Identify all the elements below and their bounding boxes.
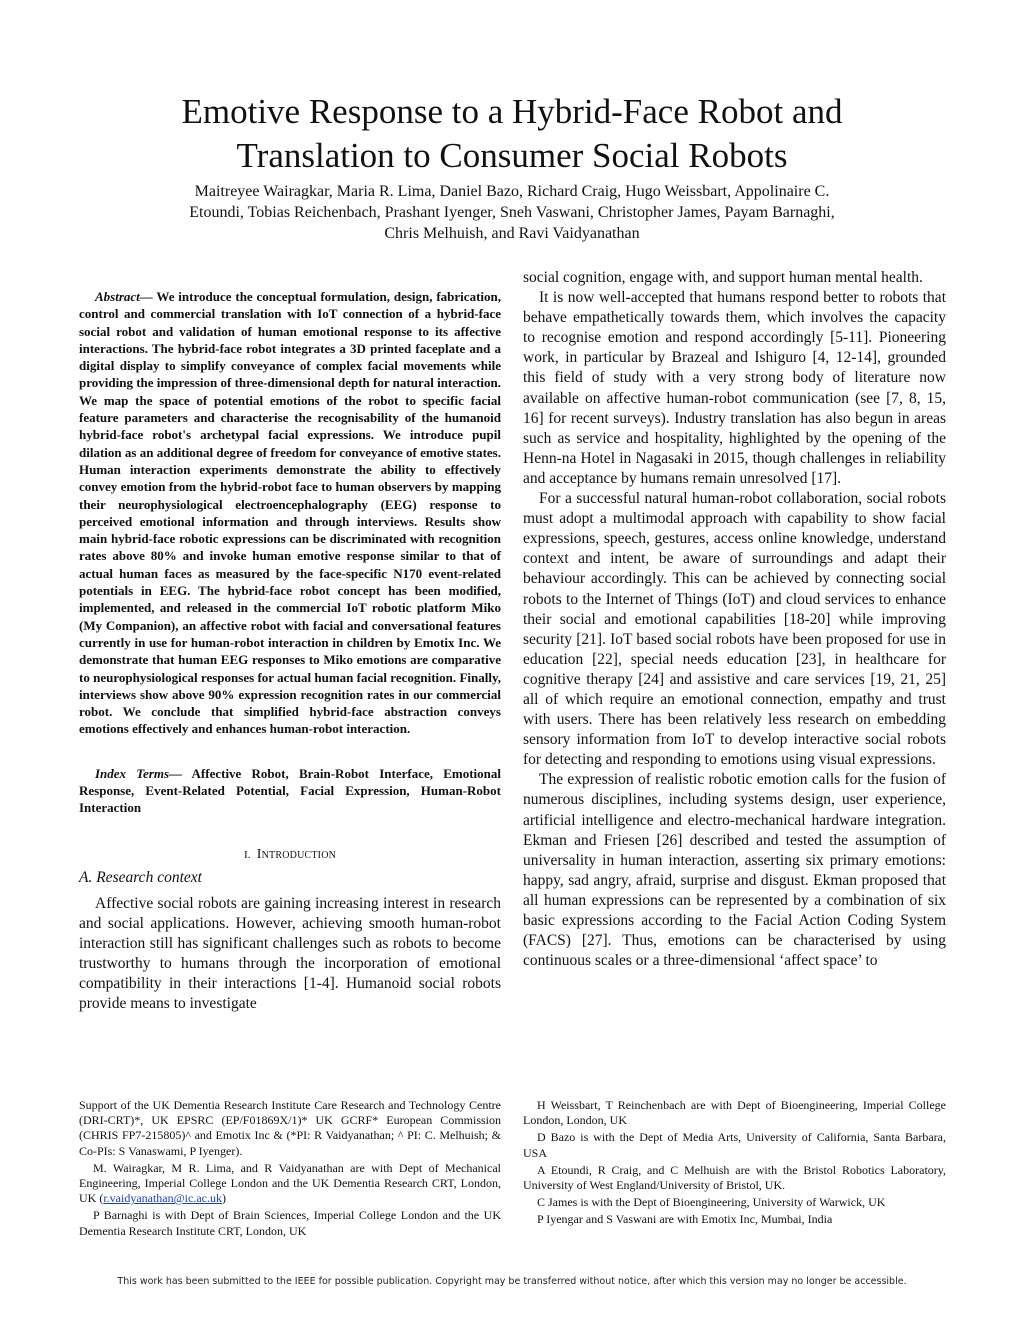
authors-line-3: Chris Melhuish, and Ravi Vaidyanathan bbox=[384, 225, 640, 242]
section-heading bbox=[79, 846, 501, 864]
right-column bbox=[523, 268, 946, 971]
footnote-right-2: D Bazo is with the Dept of Media Arts, University of California, Santa Barbara, USA bbox=[523, 1130, 946, 1160]
subsection-heading: A. Research context bbox=[79, 868, 202, 886]
right-paragraph-2: It is now well-accepted that humans respond better to robots that behave empathetically towards them, which involves the capacity to recognise emotion and respond accordingly [5-11]. Pioneering work, in particular by Brazeal and Ishiguro [4, 12-14], grounded this field of study with a very strong body of literature now available on affective human-robot communication (see [7, 8, 15, 16] for recent surveys). Industry translation has also begun in areas such as service and hospitality, highlighted by the opening of the Henn-na Hotel in Nagasaki in 2015, though challenges in reliability and acceptance by humans remain unresolved [17]. bbox=[523, 289, 946, 487]
footnote-right-1: H Weissbart, T Reinchenbach are with Dept of Bioengineering, Imperial College London, London, UK bbox=[523, 1098, 946, 1128]
left-column bbox=[79, 288, 501, 1014]
index-terms bbox=[79, 765, 501, 817]
footnote-affiliation-2: P Barnaghi is with Dept of Brain Sciences, Imperial College London and the UK Dementia Research Institute CRT, London, UK bbox=[79, 1208, 501, 1238]
right-paragraph-1: social cognition, engage with, and support human mental health. bbox=[523, 269, 923, 286]
abstract-text: We introduce the conceptual formulation, design, fabrication, control and commercial translation with IoT connection of a hybrid-face social robot and validation of human emotional response to its affective interactions. The hybrid-face robot integrates a 3D printed faceplate and a digital display to simplify conveyance of complex facial movements while providing the impression of three-dimensional depth for natural interaction. We map the space of potential emotions of the robot to specific facial feature parameters and characterise the recognisability of the humanoid hybrid-face robot's archetypal facial expressions. We introduce pupil dilation as an additional degree of freedom for conveyance of emotive states. Human interaction experiments demonstrate the ability to effectively convey emotion from the hybrid-robot face to human observers by mapping their neurophysiological electroencephalography (EEG) response to perceived emotional information and through interviews. Results show main hybrid-face robotic expressions can be discriminated with recognition rates above 80% and invoke human emotive response similar to that of actual human faces as measured by the face-specific N170 event-related potentials in EEG. The hybrid-face robot concept has been modified, implemented, and released in the commercial IoT robotic platform Miko (My Companion), an affective robot with facial and conversational features currently in use for human-robot interaction in children by Emotix Inc. We demonstrate that human EEG responses to Miko emotions are comparative to neurophysiological responses for actual human facial recognition. Finally, interviews show above 90% expression recognition rates in our commercial robot. We conclude that simplified hybrid-face abstraction conveys emotions effectively and enhances human-robot interaction. bbox=[79, 289, 501, 737]
intro-paragraph: Affective social robots are gaining increasing interest in research and social applications. However, achieving smooth human-robot interaction still has significant challenges such as robots to become trustworthy to humans through the incorporation of emotional compatibility in their interactions [1-4]. Humanoid social robots provide means to investigate bbox=[79, 894, 501, 1013]
footnotes-left bbox=[79, 1098, 501, 1241]
index-terms-text: Affective Robot, Brain-Robot Interface, Emotional Response, Event-Related Potential, Facial Expression, Human-Robot Interaction bbox=[79, 765, 501, 816]
paper-title bbox=[40, 90, 984, 178]
footnote-right-3: A Etoundi, R Craig, and C Melhuish are with the Bristol Robotics Laboratory, University of West England/University of Bristol, UK. bbox=[523, 1162, 946, 1193]
title-line-2: Translation to Consumer Social Robots bbox=[236, 136, 788, 175]
section-title: Introduction bbox=[256, 846, 337, 862]
email-link[interactable]: r.vaidyanathan@ic.ac.uk bbox=[103, 1191, 222, 1206]
index-terms-lead: Index Terms— bbox=[95, 765, 183, 781]
footnote-right-4: C James is with the Dept of Bioengineering, University of Warwick, UK bbox=[537, 1195, 886, 1210]
footnote-affiliation-1-text: M. Wairagkar, M R. Lima, and R Vaidyanathan are with Dept of Mechanical Engineering, Imperial College London and the UK Dementia Research CRT, London, UK ( bbox=[79, 1160, 501, 1206]
footnote-right-5: P Iyengar and S Vaswani are with Emotix Inc, Mumbai, India bbox=[537, 1212, 833, 1227]
title-line-1: Emotive Response to a Hybrid-Face Robot and bbox=[181, 92, 843, 131]
section-number: I. bbox=[243, 848, 251, 861]
footnote-funding: Support of the UK Dementia Research Institute Care Research and Technology Centre (DRI-CRT)*, UK EPSRC (EP/F01869X/1)* UK GCRF* European Commission (CHRIS FP7-215805)^ and Emotix Inc & (*PI: R Vaidyanathan; ^ PI: C. Melhuish; & Co-PIs: S Vanaswami, P Iyenger). bbox=[79, 1098, 501, 1158]
authors-line-2: Etoundi, Tobias Reichenbach, Prashant Iyenger, Sneh Vaswani, Christopher James, Payam Barnaghi, bbox=[189, 204, 835, 221]
authors-line-1: Maitreyee Wairagkar, Maria R. Lima, Daniel Bazo, Richard Craig, Hugo Weissbart, Appolinaire C. bbox=[194, 183, 830, 200]
footnote-affiliation-1-end: ) bbox=[222, 1191, 226, 1206]
right-paragraph-4: The expression of realistic robotic emotion calls for the fusion of numerous disciplines, including systems design, user experience, artificial intelligence and electro-mechanical hardware integration. Ekman and Friesen [26] described and tested the assumption of universality in human interaction, asserting six primary emotions: happy, sad angry, afraid, surprise and disgust. Ekman proposed that all human expressions can be represented by a combination of six basic expressions according to the Facial Action Coding System (FACS) [27]. Thus, emotions can be characterised by using continuous scales or a three-dimensional ‘affect space’ to bbox=[523, 771, 946, 970]
author-list bbox=[100, 181, 924, 244]
copyright-notice: This work has been submitted to the IEEE for possible publication. Copyright may be transferred without notice, after which this version may no longer be accessible. bbox=[117, 1276, 907, 1287]
footnotes-right bbox=[523, 1098, 946, 1230]
footnote-affiliation-1 bbox=[79, 1161, 501, 1207]
abstract bbox=[79, 288, 501, 738]
right-paragraph-3: For a successful natural human-robot collaboration, social robots must adopt a multimodal approach with capability to show facial expressions, speech, gestures, access online knowledge, understand context and intent, be aware of surroundings and adapt their behaviour accordingly. This can be achieved by connecting social robots to the Internet of Things (IoT) and cloud services to enhance their social and emotional capabilities [18-20] while improving security [21]. IoT based social robots have been proposed for use in education [22], special needs education [23], in healthcare for cognitive therapy [24] and assistive and care services [19, 21, 25] all of which require an emotional connection, empathy and trust with users. There has been relatively less research on embedding sensory information from IoT to develop interactive social robots for detecting and responding to emotions using visual expressions. bbox=[523, 490, 946, 769]
abstract-lead: Abstract— bbox=[95, 289, 153, 304]
